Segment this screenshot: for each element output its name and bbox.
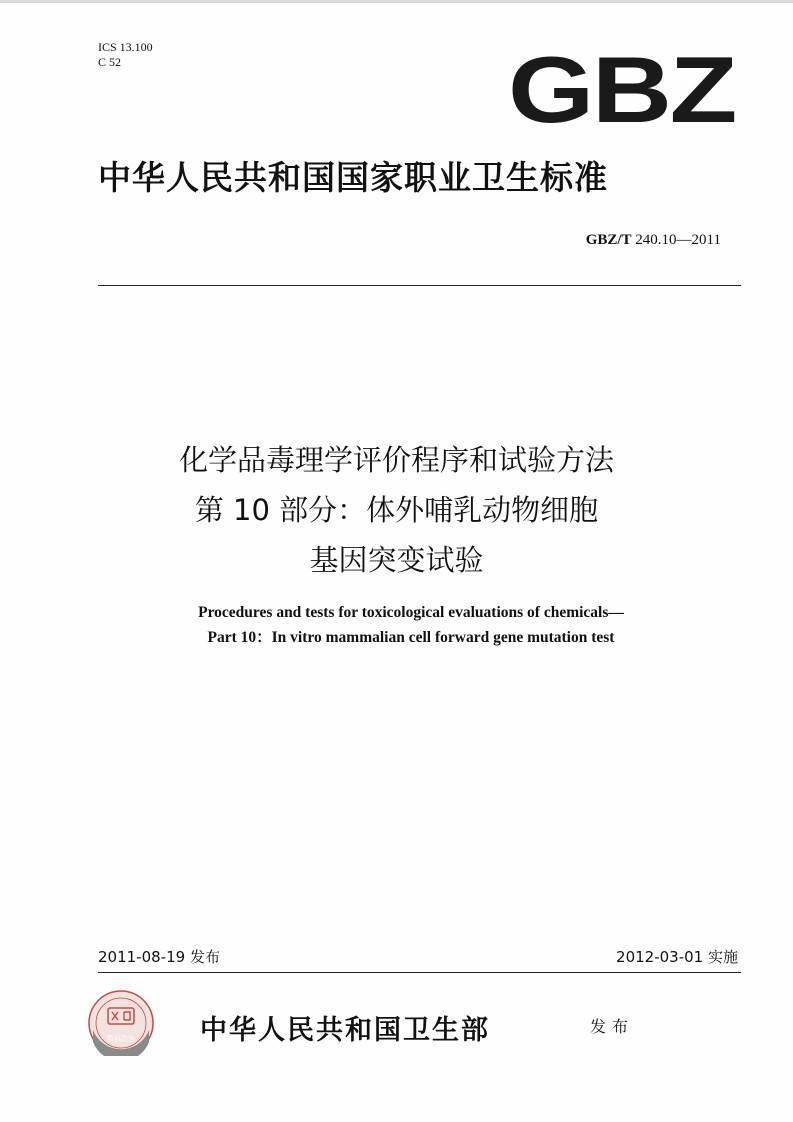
classification-codes [98, 40, 153, 70]
chinese-title-line-1: 化学品毒理学评价程序和试验方法 [178, 443, 614, 477]
scan-edge [0, 0, 793, 3]
divider-bottom [98, 972, 741, 973]
standard-code-number: 240.10—2011 [635, 232, 721, 248]
chinese-title-line-2: 第 10 部分：体外哺乳动物细胞 [194, 493, 599, 527]
divider-top [98, 285, 741, 286]
chinese-title [0, 435, 793, 585]
standard-code-prefix: GBZ/T [585, 232, 632, 248]
implementation-date: 2012-03-01 实施 [616, 948, 738, 966]
anti-counterfeit-seal [88, 990, 154, 1056]
standard-type-title: 中华人民共和国国家职业卫生标准 [98, 158, 608, 197]
issuing-authority: 中华人民共和国卫生部 [200, 1015, 490, 1046]
standard-code [586, 232, 721, 249]
ccs-code: C 52 [98, 55, 122, 69]
issue-date: 2011-08-19 发布 [98, 948, 220, 966]
chinese-title-line-3: 基因突变试验 [309, 543, 484, 577]
issuing-action: 发布 [590, 1017, 635, 1036]
english-title [0, 600, 793, 650]
english-title-line-1: Procedures and tests for toxicological evaluations of chemicals— [198, 604, 624, 621]
seal-caption: 数码防伪 [107, 1035, 135, 1043]
english-title-line-2: Part 10：In vitro mammalian cell forward gene mutation test [207, 629, 615, 646]
ics-code: ICS 13.100 [98, 40, 153, 54]
gbz-logo: GBZ [508, 37, 736, 142]
